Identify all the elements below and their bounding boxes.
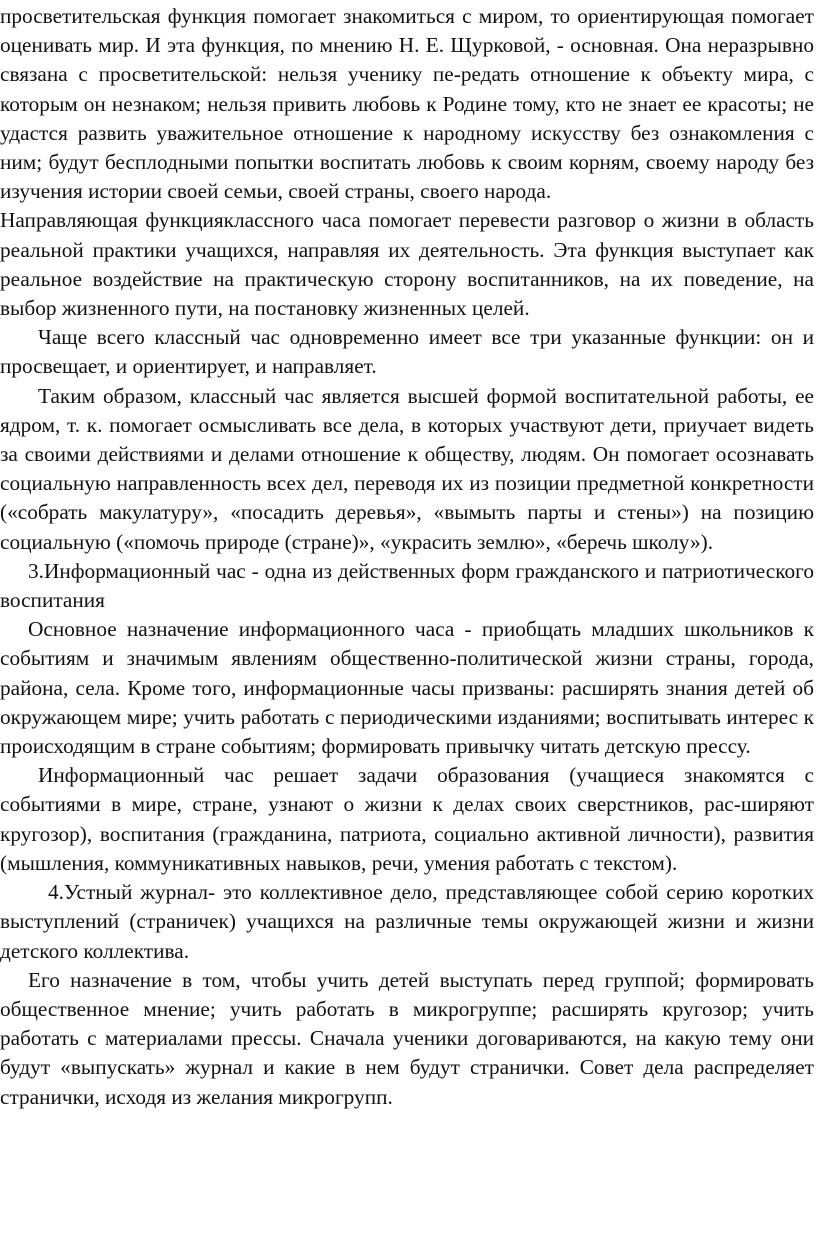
section-heading-oral-journal: 4.Устный журнал- это коллективное дело, представляющее собой серию коротких выступлений (страничек) учащихся на различные темы окружающей жизни и жизни детского коллектива. bbox=[0, 880, 814, 963]
paragraph-oral-journal-purpose: Его назначение в том, чтобы учить детей выступать перед группой; формировать общественное мнение; учить работать в микрогруппе; расширять кругозор; учить работать с материалами прессы. Сначала ученики договариваются, на какую тему они будут «выпускать» журнал и какие в нем будут странички. Совет дела распределяет странички, исходя из желания микрогрупп. bbox=[0, 967, 814, 1109]
paragraph-orienting-function: просветительская функция помогает знакомиться с миром, то ориентирующая помогает оценивать мир. И эта функция, по мнению Н. Е. Щурковой, - основная. Она неразрывно связана с просветительской: нельзя ученику пе-редать отношение к объекту мира, с которым он незнаком; нельзя привить любовь к Родине тому, кто не знает ее красоты; не удастся развить уважительное отношение к народному искусству без ознакомления с ним; будут бесплодными попытки воспитать любовь к своим корням, своему народу без изучения истории своей семьи, своей страны, своего народа. bbox=[0, 4, 814, 204]
paragraph-conclusion: Таким образом, классный час является высшей формой воспитательной работы, ее ядром, т. к. помогает осмысливать все дела, в которых участвуют дети, приучает видеть за своими действиями и делами отношение к обществу, людям. Он помогает осознавать социальную направленность всех дел, переводя их из позиции предметной конкретности («собрать макулатуру», «посадить деревья», «вымыть парты и стены») на позицию социальную («помочь природе (стране)», «украсить землю», «беречь школу»). bbox=[0, 383, 814, 554]
paragraph-information-hour-tasks: Информационный час решает задачи образования (учащиеся знакомятся с событиями в мире, стране, узнают о жизни к делах своих сверстников, рас-ширяют кругозор), воспитания (гражданина, патриота, социально активной личности), развития (мышления, коммуникативных навыков, речи, умения работать с текстом). bbox=[0, 763, 814, 875]
section-heading-information-hour: 3.Информационный час - одна из действенных форм гражданского и патриотического воспитания bbox=[0, 558, 814, 613]
paragraph-directing-function: Направляющая функцияклассного часа помогает перевести разговор о жизни в область реальной практики учащихся, направляя их деятельность. Эта функция выступает как реальное воздействие на практическую сторону воспитанников, на их поведение, на выбор жизненного пути, на постановку жизненных целей. bbox=[0, 208, 814, 321]
paragraph-three-functions: Чаще всего классный час одновременно имеет все три указанные функции: он и просвещает, и ориентирует, и направляет. bbox=[0, 325, 814, 379]
paragraph-information-hour-purpose: Основное назначение информационного часа - приобщать младших школьников к событиям и значимым явлениям общественно-политической жизни страны, города, района, села. Кроме того, информационные часы призваны: расширять знания детей об окружающем мире; учить работать с периодическими изданиями; воспитывать интерес к происходящим в стране событиям; формировать привычку читать детскую прессу. bbox=[0, 617, 814, 759]
